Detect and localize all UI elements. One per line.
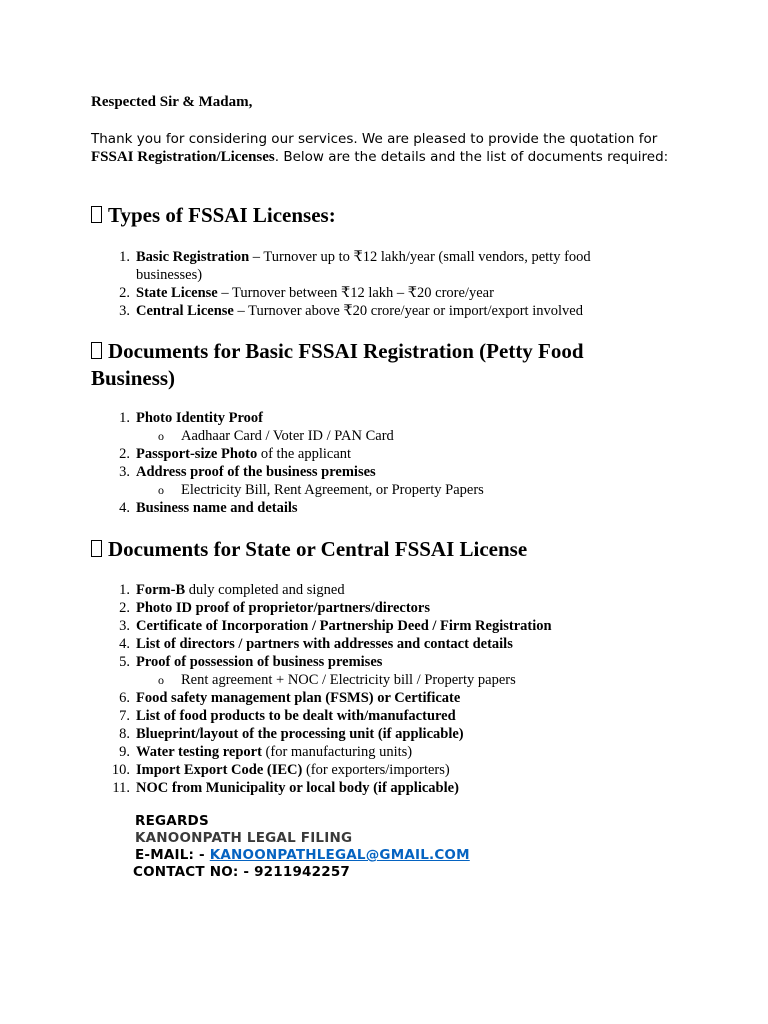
list-item: [119, 581, 552, 599]
missing-glyph-icon: [91, 540, 102, 557]
item-number: 10.: [111, 762, 130, 778]
item-bold-label: List of food products to be dealt with/manufactured: [136, 708, 456, 724]
list-item: [119, 617, 552, 635]
list-item: [119, 302, 591, 320]
item-number: 7.: [119, 708, 130, 724]
item-text: – Turnover between ₹12 lakh – ₹20 crore/year: [217, 285, 494, 301]
list-item: [119, 248, 591, 284]
item-number: 4.: [119, 500, 130, 516]
list-item: [112, 779, 552, 797]
item-bold-label: Central License: [136, 303, 234, 319]
list-item: [119, 653, 552, 671]
sub-list-item: [136, 481, 484, 499]
item-number: 2.: [119, 600, 130, 616]
basic-documents-list: [119, 409, 484, 517]
list-item: [119, 635, 552, 653]
list-item: [119, 445, 484, 463]
bullet-marker: o: [158, 483, 164, 497]
item-bold-label: Address proof of the business premises: [136, 464, 376, 480]
item-text: – Turnover above ₹20 crore/year or import/export involved: [233, 303, 583, 319]
item-text: (for exporters/importers): [302, 762, 450, 778]
item-text-continued: businesses): [136, 267, 203, 283]
item-text: duly completed and signed: [185, 582, 345, 598]
item-number: 5.: [119, 654, 130, 670]
sub-list-item: [136, 427, 484, 445]
list-item: [119, 409, 484, 427]
item-text: – Turnover up to ₹12 lakh/year (small vendors, petty food: [249, 249, 591, 265]
item-number: 2.: [119, 285, 130, 301]
item-number: 1.: [119, 582, 130, 598]
section1-heading: Types of FSSAI Licenses:: [91, 202, 691, 229]
list-item: [111, 761, 552, 779]
item-bold-label: Blueprint/layout of the processing unit (if applicable): [136, 726, 464, 742]
item-number: 8.: [119, 726, 130, 742]
item-bold-label: List of directors / partners with addresses and contact details: [136, 636, 513, 652]
item-bold-label: Form-B: [136, 582, 186, 598]
item-bold-label: NOC from Municipality or local body (if applicable): [136, 780, 459, 796]
item-number: 4.: [119, 636, 130, 652]
license-types-list: [119, 248, 591, 320]
sub-item-text: Rent agreement + NOC / Electricity bill / Property papers: [181, 672, 516, 688]
item-number: 3.: [119, 464, 130, 480]
item-bold-label: Basic Registration: [136, 249, 250, 265]
email-link[interactable]: KANOONPATHLEGAL@GMAIL.COM: [209, 847, 470, 863]
sub-list-item: [136, 671, 552, 689]
bullet-marker: o: [158, 673, 164, 687]
item-bold-label: State License: [136, 285, 218, 301]
item-bold-label: Photo ID proof of proprietor/partners/directors: [136, 600, 430, 616]
sub-item-text: Aadhaar Card / Voter ID / PAN Card: [181, 428, 394, 444]
item-number: 3.: [119, 618, 130, 634]
intro-rest: . Below are the details and the list of documents required:: [274, 149, 669, 165]
intro-bold: FSSAI Registration/Licenses: [91, 149, 275, 165]
item-bold-label: Photo Identity Proof: [136, 410, 264, 426]
section3-heading: Documents for State or Central FSSAI License: [91, 536, 691, 563]
item-bold-label: Business name and details: [136, 500, 298, 516]
company-name: KANOONPATH LEGAL FILING: [135, 830, 353, 846]
item-bold-label: Passport-size Photo: [136, 446, 258, 462]
item-bold-label: Food safety management plan (FSMS) or Certificate: [136, 690, 461, 706]
missing-glyph-icon: [91, 342, 102, 359]
item-number: 11.: [112, 780, 130, 796]
item-bold-label: Proof of possession of business premises: [136, 654, 383, 670]
email-line: [135, 847, 470, 864]
regards: REGARDS: [135, 813, 209, 829]
item-number: 1.: [119, 249, 130, 265]
list-item: [119, 499, 484, 517]
list-item: [119, 463, 484, 481]
item-bold-label: Water testing report: [136, 744, 262, 760]
item-text: (for manufacturing units): [261, 744, 413, 760]
list-item: [119, 707, 552, 725]
section2-heading: Documents for Basic FSSAI Registration (Petty Food Business): [91, 339, 584, 390]
list-item: [119, 599, 552, 617]
item-bold-label: Certificate of Incorporation / Partnership Deed / Firm Registration: [136, 618, 552, 634]
intro-line1: Thank you for considering our services. We are pleased to provide the quotation for: [91, 131, 658, 147]
item-bold-label: Import Export Code (IEC): [136, 762, 303, 778]
item-number: 9.: [119, 744, 130, 760]
greeting: Respected Sir & Madam,: [91, 94, 253, 110]
missing-glyph-icon: [91, 206, 102, 223]
list-item: [119, 725, 552, 743]
list-item: [119, 689, 552, 707]
bullet-marker: o: [158, 429, 164, 443]
item-number: 1.: [119, 410, 130, 426]
sub-item-text: Electricity Bill, Rent Agreement, or Property Papers: [181, 482, 484, 498]
contact-line: CONTACT NO: - 9211942257: [133, 864, 351, 880]
item-number: 3.: [119, 303, 130, 319]
item-number: 2.: [119, 446, 130, 462]
list-item: [119, 743, 552, 761]
email-label: E-MAIL: -: [135, 847, 210, 863]
state-central-documents-list: [111, 581, 552, 797]
item-text: of the applicant: [257, 446, 352, 462]
list-item: [119, 284, 591, 302]
item-number: 6.: [119, 690, 130, 706]
intro-paragraph: [91, 130, 691, 166]
